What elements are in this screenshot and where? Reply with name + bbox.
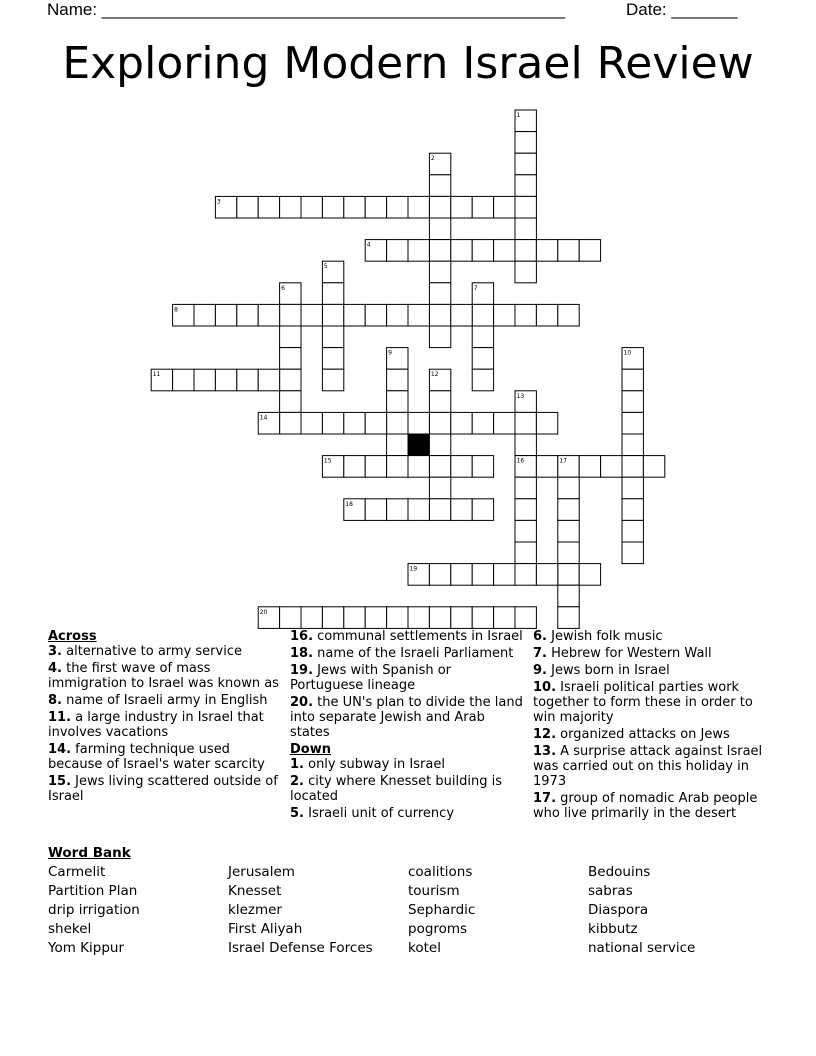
- grid-cell[interactable]: [280, 412, 301, 434]
- grid-cell[interactable]: [472, 196, 493, 218]
- grid-cell[interactable]: [622, 434, 643, 456]
- grid-cell[interactable]: [280, 326, 301, 348]
- grid-cell[interactable]: [579, 456, 600, 478]
- clue-text: group of nomadic Arab people who live primarily in the desert: [533, 791, 758, 821]
- clue-number: 7: [473, 284, 478, 292]
- grid-cell[interactable]: [451, 564, 472, 586]
- grid-cell[interactable]: [237, 304, 258, 326]
- grid-cell[interactable]: [280, 369, 301, 391]
- grid-cell[interactable]: [515, 132, 536, 154]
- grid-cell[interactable]: [429, 240, 450, 262]
- grid-cell[interactable]: [472, 240, 493, 262]
- clue-item: [290, 774, 525, 804]
- grid-cell[interactable]: [344, 412, 365, 434]
- grid-cell[interactable]: [365, 499, 386, 521]
- grid-cell[interactable]: [322, 304, 343, 326]
- clue-text: name of Israeli army in English: [61, 693, 268, 708]
- grid-cell[interactable]: [387, 369, 408, 391]
- word-bank-word: pogroms: [408, 921, 468, 937]
- grid-cell[interactable]: [387, 240, 408, 262]
- clue-text: Israeli unit of currency: [303, 806, 455, 821]
- clue-number: 1: [516, 112, 521, 119]
- grid-cell[interactable]: [429, 326, 450, 348]
- clue-text: Jews with Spanish or Portuguese lineage: [290, 663, 452, 693]
- clue-number-label: 9.: [533, 663, 547, 678]
- word-bank-word: Bedouins: [588, 864, 651, 880]
- grid-cell[interactable]: [387, 196, 408, 218]
- clue-number-label: 12.: [533, 727, 557, 742]
- clue-number-label: 18.: [290, 646, 314, 661]
- name-field: Name: _________________________________________________: [47, 0, 566, 19]
- clue-number: 18: [345, 500, 353, 508]
- grid-cell[interactable]: [344, 607, 365, 629]
- word-bank-column-2: [228, 863, 373, 958]
- grid-cell[interactable]: [429, 477, 450, 499]
- grid-cell[interactable]: [322, 369, 343, 391]
- grid-cell[interactable]: [451, 304, 472, 326]
- grid-cell[interactable]: [258, 304, 279, 326]
- grid-cell[interactable]: [515, 520, 536, 542]
- grid-cell[interactable]: [387, 607, 408, 629]
- clue-number: 2: [430, 155, 435, 163]
- word-bank-word: coalitions: [408, 864, 473, 880]
- clues-column-2: [290, 629, 525, 823]
- clue-number: 3: [216, 198, 221, 206]
- grid-cell[interactable]: [322, 607, 343, 629]
- word-bank-heading: Word Bank: [48, 845, 131, 861]
- grid-cell[interactable]: [408, 304, 429, 326]
- grid-cell[interactable]: [215, 369, 236, 391]
- grid-cell[interactable]: [301, 196, 322, 218]
- clue-number-label: 16.: [290, 629, 314, 644]
- clue-text: Jews living scattered outside of Israel: [48, 774, 278, 804]
- grid-cell[interactable]: [365, 456, 386, 478]
- grid-cell[interactable]: [387, 391, 408, 413]
- grid-cell[interactable]: [622, 542, 643, 564]
- grid-cell[interactable]: [322, 348, 343, 370]
- grid-cell[interactable]: [429, 412, 450, 434]
- grid-cell[interactable]: [215, 304, 236, 326]
- grid-cell[interactable]: [536, 304, 557, 326]
- clue-number-label: 2.: [290, 774, 304, 789]
- clue-number-label: 10.: [533, 680, 557, 695]
- word-bank-word: Sephardic: [408, 902, 476, 918]
- clue-number-label: 13.: [533, 744, 557, 759]
- clue-number: 17: [559, 457, 567, 465]
- grid-cell[interactable]: [451, 456, 472, 478]
- grid-cell[interactable]: [515, 564, 536, 586]
- word-bank-word: Israel Defense Forces: [228, 940, 373, 956]
- clue-number: 16: [516, 457, 525, 465]
- clue-number-label: 15.: [48, 774, 72, 789]
- grid-cell[interactable]: [622, 369, 643, 391]
- grid-cell[interactable]: [408, 499, 429, 521]
- grid-cell[interactable]: [579, 564, 600, 586]
- across-heading: Across: [48, 629, 97, 644]
- grid-cell[interactable]: [408, 607, 429, 629]
- word-bank-word: Diaspora: [588, 902, 649, 918]
- clue-number: 5: [323, 263, 328, 271]
- clue-text: Jewish folk music: [546, 629, 663, 644]
- word-bank-word: sabras: [588, 883, 633, 899]
- grid-cell[interactable]: [387, 456, 408, 478]
- grid-cell[interactable]: [365, 607, 386, 629]
- grid-cell[interactable]: [558, 564, 579, 586]
- grid-cell[interactable]: [472, 456, 493, 478]
- grid-cell[interactable]: [451, 607, 472, 629]
- grid-cell[interactable]: [258, 369, 279, 391]
- grid-cell[interactable]: [558, 585, 579, 607]
- grid-cell[interactable]: [558, 499, 579, 521]
- clue-number-label: 19.: [290, 663, 314, 678]
- clue-number: 10: [623, 349, 632, 357]
- grid-cell[interactable]: [408, 412, 429, 434]
- grid-cell[interactable]: [515, 477, 536, 499]
- clue-number-label: 8.: [48, 693, 62, 708]
- grid-cell[interactable]: [622, 499, 643, 521]
- grid-cell[interactable]: [429, 283, 450, 305]
- word-bank-word: Partition Plan: [48, 883, 138, 899]
- grid-cell[interactable]: [322, 326, 343, 348]
- clue-item: [48, 644, 283, 659]
- clue-item: [48, 742, 283, 772]
- clue-text: only subway in Israel: [303, 757, 445, 772]
- grid-cell[interactable]: [515, 153, 536, 175]
- clue-number-label: 1.: [290, 757, 304, 772]
- clue-text: alternative to army service: [61, 644, 242, 659]
- grid-cell[interactable]: [344, 456, 365, 478]
- grid-cell[interactable]: [558, 477, 579, 499]
- clue-item: [290, 663, 525, 693]
- grid-cell[interactable]: [280, 607, 301, 629]
- grid-cell[interactable]: [237, 196, 258, 218]
- clue-text: Hebrew for Western Wall: [546, 646, 712, 661]
- grid-cell[interactable]: [429, 499, 450, 521]
- word-bank-column-3: [408, 863, 475, 958]
- grid-cell[interactable]: [601, 456, 622, 478]
- grid-cell[interactable]: [429, 218, 450, 240]
- grid-cell[interactable]: [515, 240, 536, 262]
- grid-cell[interactable]: [280, 304, 301, 326]
- down-heading: Down: [290, 742, 331, 757]
- clue-number: 4: [366, 241, 371, 249]
- grid-cell[interactable]: [515, 261, 536, 283]
- word-bank-column-4: [588, 863, 695, 958]
- clue-text: communal settlements in Israel: [313, 629, 523, 644]
- grid-cell[interactable]: [237, 369, 258, 391]
- grid-cell[interactable]: [536, 456, 557, 478]
- word-bank-word: klezmer: [228, 902, 282, 918]
- grid-cell[interactable]: [515, 196, 536, 218]
- grid-cell[interactable]: [643, 456, 664, 478]
- grid-cell[interactable]: [515, 412, 536, 434]
- grid-cell[interactable]: [494, 564, 515, 586]
- word-bank-word: drip irrigation: [48, 902, 140, 918]
- clue-text: Jews born in Israel: [546, 663, 670, 678]
- word-bank-word: Yom Kippur: [48, 940, 125, 956]
- clue-item: [290, 695, 525, 740]
- grid-cell[interactable]: [472, 348, 493, 370]
- grid-cell[interactable]: [408, 196, 429, 218]
- clue-item: [533, 646, 773, 661]
- clue-item: [533, 629, 773, 644]
- grid-cell[interactable]: [558, 607, 579, 629]
- clue-number-label: 6.: [533, 629, 547, 644]
- word-bank-word: Carmelit: [48, 864, 106, 880]
- clue-number: 12: [430, 371, 439, 379]
- clue-text: organized attacks on Jews: [556, 727, 730, 742]
- grid-cell[interactable]: [622, 391, 643, 413]
- grid-cell[interactable]: [451, 240, 472, 262]
- clue-number: 11: [152, 371, 161, 379]
- clue-text: Israeli political parties work together to form these in order to win majority: [533, 680, 753, 725]
- grid-cell[interactable]: [622, 477, 643, 499]
- grid-cell[interactable]: [429, 434, 450, 456]
- grid-cell[interactable]: [579, 240, 600, 262]
- grid-cell[interactable]: [280, 391, 301, 413]
- grid-cell[interactable]: [536, 564, 557, 586]
- grid-cell[interactable]: [515, 175, 536, 197]
- clue-number-label: 3.: [48, 644, 62, 659]
- grid-cell[interactable]: [387, 412, 408, 434]
- clue-item: [290, 806, 525, 821]
- word-bank-word: tourism: [408, 883, 460, 899]
- grid-cell[interactable]: [322, 196, 343, 218]
- grid-cell[interactable]: [558, 304, 579, 326]
- grid-cell[interactable]: [472, 607, 493, 629]
- grid-cell[interactable]: [387, 434, 408, 456]
- clue-number: 20: [259, 608, 268, 616]
- clue-number: 15: [323, 457, 332, 465]
- grid-cell[interactable]: [515, 542, 536, 564]
- clue-item: [48, 693, 283, 708]
- grid-cell[interactable]: [429, 196, 450, 218]
- page-title: Exploring Modern Israel Review: [62, 38, 754, 89]
- clue-number-label: 14.: [48, 742, 72, 757]
- clue-number-label: 17.: [533, 791, 557, 806]
- grid-cell[interactable]: [301, 412, 322, 434]
- clue-number: 8: [174, 306, 178, 314]
- grid-cell[interactable]: [429, 304, 450, 326]
- clue-number-label: 7.: [533, 646, 547, 661]
- clue-text: the UN's plan to divide the land into separate Jewish and Arab states: [290, 695, 523, 740]
- grid-cell[interactable]: [173, 369, 194, 391]
- grid-cell[interactable]: [429, 261, 450, 283]
- date-field: Date: _______: [626, 0, 738, 19]
- grid-cell[interactable]: [429, 175, 450, 197]
- grid-cell[interactable]: [258, 196, 279, 218]
- clue-text: a large industry in Israel that involves vacations: [48, 710, 264, 740]
- grid-cell[interactable]: [494, 412, 515, 434]
- grid-cell[interactable]: [472, 564, 493, 586]
- grid-cell[interactable]: [494, 240, 515, 262]
- clue-text: the first wave of mass immigration to Israel was known as: [48, 661, 279, 691]
- grid-cell[interactable]: [515, 607, 536, 629]
- grid-cell[interactable]: [515, 499, 536, 521]
- clue-text: farming technique used because of Israel's water scarcity: [48, 742, 265, 772]
- grid-cell[interactable]: [472, 304, 493, 326]
- grid-cell[interactable]: [472, 412, 493, 434]
- grid-cell[interactable]: [622, 456, 643, 478]
- grid-cell[interactable]: [387, 304, 408, 326]
- clues-column-1: [48, 629, 283, 806]
- grid-cell[interactable]: [408, 240, 429, 262]
- clue-text: name of the Israeli Parliament: [313, 646, 514, 661]
- clue-text: A surprise attack against Israel was carried out on this holiday in 1973: [533, 744, 763, 789]
- grid-cell[interactable]: [558, 520, 579, 542]
- grid-cell[interactable]: [494, 196, 515, 218]
- clue-item: [533, 744, 773, 789]
- grid-cell[interactable]: [301, 304, 322, 326]
- grid-cell[interactable]: [472, 499, 493, 521]
- word-bank-word: national service: [588, 940, 696, 956]
- clue-item: [48, 710, 283, 740]
- grid-cell[interactable]: [280, 348, 301, 370]
- clue-text: city where Knesset building is located: [290, 774, 502, 804]
- grid-cell[interactable]: [451, 412, 472, 434]
- clues-column-3: [533, 629, 773, 823]
- clue-number-label: 20.: [290, 695, 314, 710]
- clue-number-label: 11.: [48, 710, 72, 725]
- clue-item: [290, 646, 525, 661]
- clue-number: 13: [516, 392, 525, 400]
- grid-cell[interactable]: [515, 434, 536, 456]
- black-square: [408, 434, 429, 456]
- grid-cell[interactable]: [622, 520, 643, 542]
- grid-cell[interactable]: [429, 564, 450, 586]
- grid-cell[interactable]: [451, 499, 472, 521]
- clue-item: [48, 661, 283, 691]
- grid-cell[interactable]: [429, 607, 450, 629]
- clue-number-label: 5.: [290, 806, 304, 821]
- grid-cell[interactable]: [515, 304, 536, 326]
- word-bank-word: First Aliyah: [228, 921, 303, 937]
- word-bank-word: Jerusalem: [228, 864, 295, 880]
- grid-cell[interactable]: [429, 391, 450, 413]
- grid-cell[interactable]: [536, 240, 557, 262]
- grid-cell[interactable]: [472, 369, 493, 391]
- grid-cell[interactable]: [494, 607, 515, 629]
- grid-cell[interactable]: [472, 326, 493, 348]
- clue-number: 19: [409, 565, 418, 573]
- clue-item: [290, 629, 525, 644]
- word-bank-word: Knesset: [228, 883, 282, 899]
- grid-cell[interactable]: [494, 304, 515, 326]
- grid-cell[interactable]: [301, 607, 322, 629]
- grid-cell[interactable]: [429, 456, 450, 478]
- clue-item: [533, 791, 773, 821]
- grid-cell[interactable]: [365, 304, 386, 326]
- grid-cell[interactable]: [451, 196, 472, 218]
- grid-cell[interactable]: [322, 412, 343, 434]
- grid-cell[interactable]: [387, 499, 408, 521]
- word-bank-word: kotel: [408, 940, 441, 956]
- grid-cell[interactable]: [194, 369, 215, 391]
- grid-cell[interactable]: [515, 218, 536, 240]
- word-bank-word: kibbutz: [588, 921, 638, 937]
- grid-cell[interactable]: [194, 304, 215, 326]
- clue-number-label: 4.: [48, 661, 62, 676]
- clue-item: [290, 757, 525, 772]
- clue-number: 14: [259, 414, 268, 422]
- grid-cell[interactable]: [558, 240, 579, 262]
- grid-cell[interactable]: [280, 196, 301, 218]
- grid-cell[interactable]: [322, 283, 343, 305]
- grid-cell[interactable]: [365, 196, 386, 218]
- grid-cell[interactable]: [365, 412, 386, 434]
- word-bank-column-1: [48, 863, 140, 958]
- grid-cell[interactable]: [408, 456, 429, 478]
- clue-item: [533, 663, 773, 678]
- grid-cell[interactable]: [344, 304, 365, 326]
- grid-cell[interactable]: [622, 412, 643, 434]
- clue-item: [533, 727, 773, 742]
- word-bank-word: shekel: [48, 921, 92, 937]
- clue-item: [48, 774, 283, 804]
- grid-cell[interactable]: [344, 196, 365, 218]
- clue-number: 9: [388, 349, 392, 357]
- clue-number: 6: [281, 284, 285, 292]
- clue-item: [533, 680, 773, 725]
- grid-cell[interactable]: [558, 542, 579, 564]
- grid-cell[interactable]: [536, 412, 557, 434]
